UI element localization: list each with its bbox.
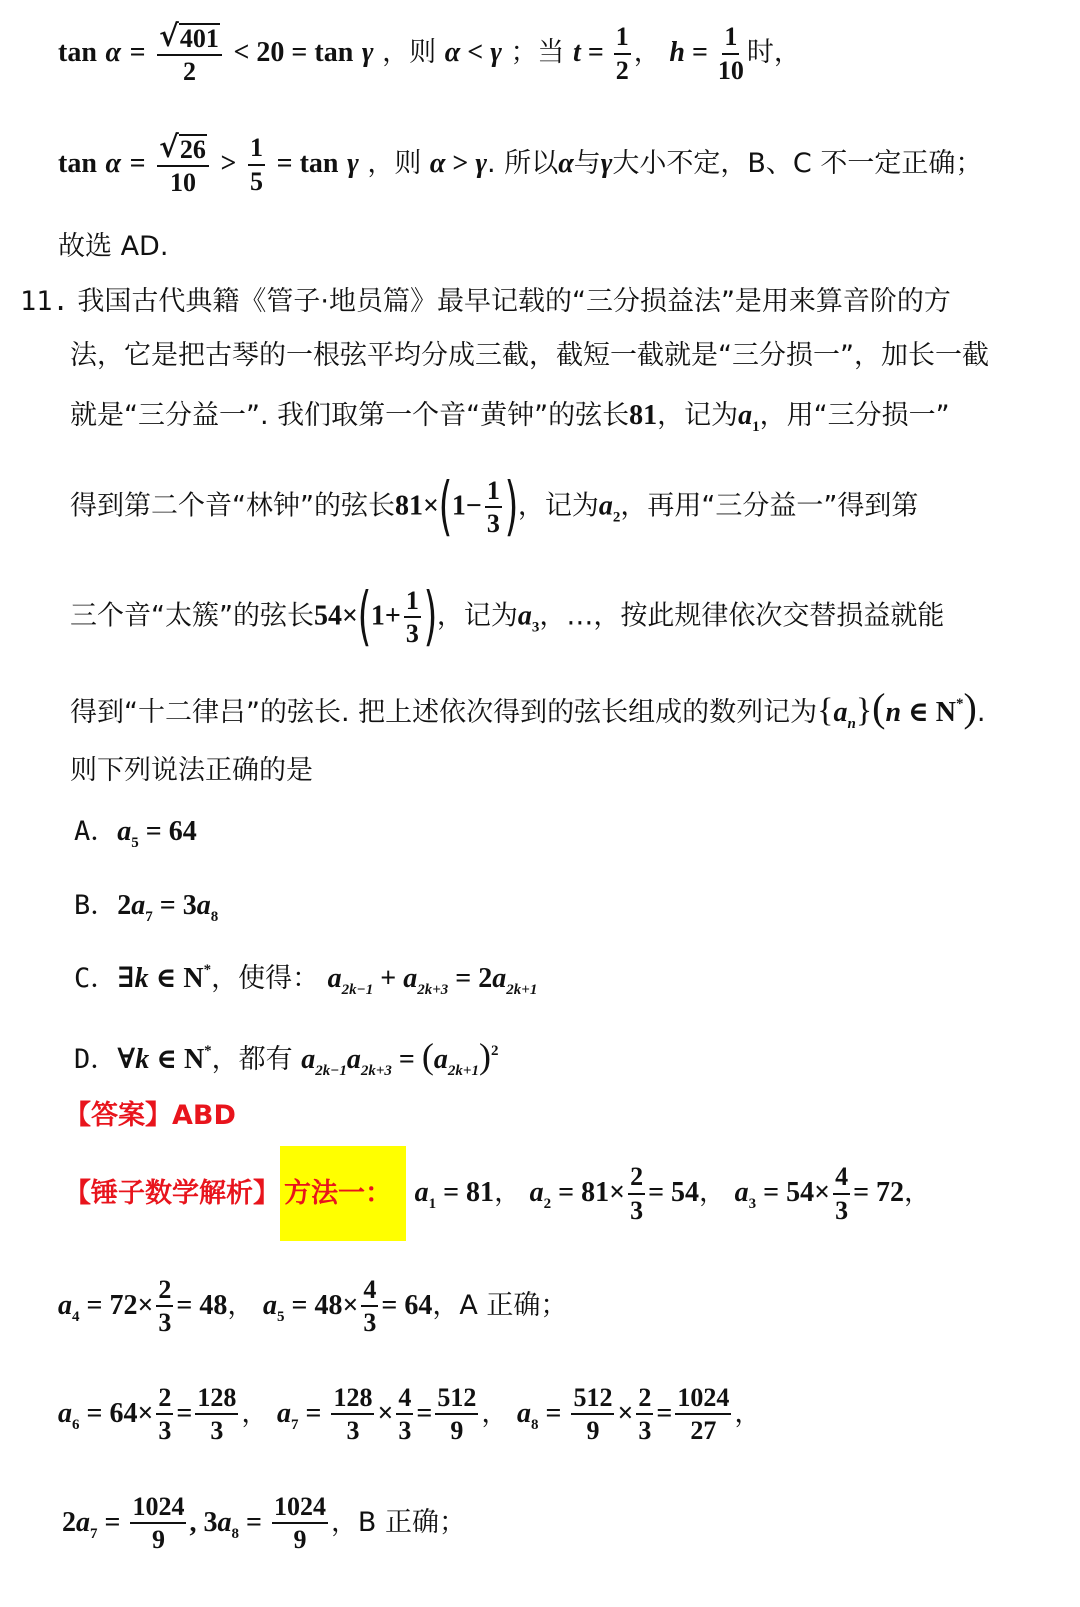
- question-line-3: 就是“三分益一”. 我们取第一个音“黄钟”的弦长81，记为$a_1$，用“三分损一”: [70, 400, 950, 435]
- question-line-5: 三个音“太簇”的弦长54×(1+ $\frac{1}{3}$ )，记为$a_3$，…，按此规律依次交替损益就能: [70, 580, 945, 654]
- analysis-line-4: $2a_7$ = $\frac{1024}{9}$ , $3a_8$ = $\frac{1024}{9}$ ，B 正确；: [62, 1492, 467, 1555]
- analysis-line-2: $a_4 = 72\times$ $\frac{2}{3}$ = 48， $a_5 = 48\times$ $\frac{4}{3}$ = 64，A 正确；: [58, 1275, 568, 1338]
- line-tan-1: tan α = √ 401 2 < 20 = tan γ ，则 α < γ ；当 t = $\frac{1}{2}$ ， h = $\frac{1}{10}$ 时，: [58, 19, 801, 86]
- option-c: C．∃k ∈ N*，使得： $a_{2k-1} + a_{2k+3} = 2a_{2k+1}$: [74, 962, 538, 998]
- question-line-7: 则下列说法正确的是: [70, 755, 313, 786]
- question-line-6: 得到“十二律吕”的弦长. 把上述依次得到的弦长组成的数列记为$\{a_n\}(n$ ∈ N*).: [70, 685, 986, 732]
- question-line-1: 11. 我国古代典籍《管子·地员篇》最早记载的“三分损益法”是用来算音阶的方: [20, 286, 951, 317]
- answer-label: 【答案】ABD: [64, 1100, 236, 1131]
- analysis-line-1: 【锤子数学解析】 方法一： $a_1 = 81$， $a_2 = 81\times$ $\frac{2}{3}$ = 54， $a_3 = 54\times$ $\frac{4}{3}$ = 72，: [64, 1146, 931, 1241]
- method-highlight: 方法一：: [280, 1146, 406, 1241]
- option-b: B．$2a_7 = 3a_8$: [74, 890, 219, 925]
- choose-line: 故选 AD.: [58, 231, 169, 262]
- option-d: D．∀k ∈ N*，都有 $a_{2k-1}a_{2k+3} = (a_{2k+1})^2$: [74, 1036, 499, 1079]
- line-tan-2: tan α = √ 26 10 > $\frac{1}{5}$ = tan γ ，则 α > γ. 所以α与γ大小不定，B、C 不一定正确；: [58, 130, 983, 197]
- option-a: A．$a_5 = 64$: [74, 816, 197, 851]
- question-line-2: 法，它是把古琴的一根弦平均分成三截，截短一截就是“三分损一”，加长一截: [70, 340, 989, 371]
- question-line-4: 得到第二个音“林钟”的弦长81×(1− $\frac{1}{3}$ )，记为$a_2$，再用“三分益一”得到第: [70, 470, 919, 544]
- analysis-line-3: $a_6 = 64\times$ $\frac{2}{3}$ = $\frac{128}{3}$ ， $a_7$ = $\frac{128}{3}$ × $\frac{4}{3}$ = $\frac{512}{9}$ ， $a_8$ = $\frac{512}{9}$ × $\frac{2}{3}$ = $\frac{1024}{27}$ ，: [58, 1383, 762, 1446]
